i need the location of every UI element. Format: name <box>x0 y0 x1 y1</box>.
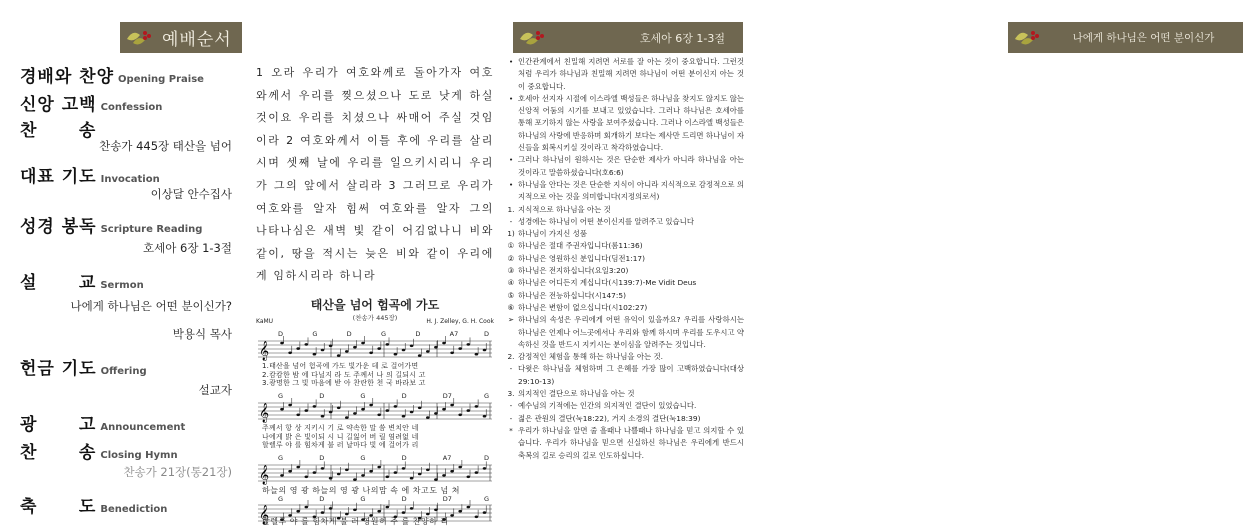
treble-clef-icon: 𝄞 <box>259 465 270 485</box>
order-value-closing-hymn: 찬송가 21장(통21장) <box>123 465 232 479</box>
note-head <box>410 411 414 414</box>
paragraph-marker: • <box>508 179 514 189</box>
paragraph-text: 호세아 선지자 시절에 이스라엘 백성들은 하나님을 찾지도 않지도 않는 신앙적 어둠의 시기를 보내고 있었습니다. 그러나 하나님은 호세아를 통해 포기하지 않는 사랑을 보여주셨습니다. 그러나 이스라엘 백성들은 하나님의 사랑에 반응하며 회개하기 보다는 제사만 드리면 하나님이 자신들을 회복시키실 것이라고 착각하였습니다. <box>518 93 744 153</box>
paragraph-text: 하나님이 가지신 성품 <box>518 229 587 239</box>
paragraph-marker: - <box>509 364 513 374</box>
note-head <box>426 469 430 472</box>
chord-symbol: D <box>278 330 284 338</box>
paragraph-text: 하나님의 속성은 우리에게 어떤 유익이 있을까요? 우리를 사랑하시는 하나님은 언제나 어느곳에서나 우리와 함께 하시며 우리를 도우시고 약속하신 것을 반드시 지키시는 분이심을 알려주는 것입니다. <box>518 315 744 349</box>
order-item-announcement: 광 고 Announcement <box>20 415 186 435</box>
verse-line: 3.광명한 그 빛 마음에 받 아 찬란한 천 국 바라보 고 <box>262 379 426 388</box>
note-head <box>288 404 292 407</box>
note-head <box>321 467 325 470</box>
treble-clef-icon: 𝄞 <box>259 505 270 525</box>
chord-symbol: D <box>401 454 407 462</box>
sermon-paragraph <box>504 56 744 93</box>
music-staff-2 <box>256 400 494 422</box>
paragraph-text: 하나님은 절대 주권자입니다(롬11:36) <box>518 241 643 251</box>
paragraph-text: 의지적인 결단으로 하나님을 아는 것 <box>518 389 635 399</box>
note-head <box>369 352 373 355</box>
note-head <box>337 473 341 476</box>
note-head <box>296 510 300 513</box>
note-head <box>467 506 471 509</box>
note-head <box>353 478 357 481</box>
note-head <box>386 409 390 412</box>
paragraph-text: 감정적인 체험을 통해 하는 하나님을 아는 것. <box>518 352 663 362</box>
verse-line: 할렐루 야 를 힘차게 불 러 날마다 빛 에 걸어가 리 <box>262 441 419 450</box>
note-head <box>353 509 357 512</box>
verse-line: 주께서 항 상 지키시 기 로 약속한 말 씀 변치안 네 <box>262 424 419 432</box>
paragraph-marker: ③ <box>507 266 515 276</box>
chord-symbol: D7 <box>442 495 452 503</box>
note-head <box>410 477 414 480</box>
paragraph-text: 성경에는 하나님이 어떤 분이신지를 알려주고 있습니다 <box>518 216 694 226</box>
sermon-paragraph <box>504 216 744 228</box>
note-head <box>426 416 430 419</box>
note-head <box>402 349 406 352</box>
holly-ornament-icon <box>1012 25 1042 50</box>
sermon-paragraph <box>504 154 744 179</box>
chord-symbol: G <box>278 495 284 503</box>
note-head <box>386 343 390 346</box>
note-head <box>296 414 300 417</box>
note-head <box>458 414 462 417</box>
note-head <box>458 347 462 350</box>
treble-clef-icon: 𝄞 <box>259 403 270 423</box>
chord-symbol: D <box>319 454 325 462</box>
paragraph-marker: * <box>509 425 513 435</box>
chord-symbol: D <box>401 495 407 503</box>
note-head <box>321 511 325 514</box>
note-head <box>288 352 292 355</box>
note-head <box>442 342 446 345</box>
note-head <box>434 509 438 512</box>
paragraph-text: 하나님을 안다는 것은 단순한 지식이 아니라 지식적으로 감정적으로 의지적으로 아는 것을 의미합니다(지정의로서) <box>518 179 744 202</box>
sermon-paragraph <box>504 253 744 265</box>
paragraph-marker: 2. <box>507 352 515 362</box>
verse-line: 2.캄캄한 밤 에 다닐지 라 도 주께서 나 의 길되시 고 <box>262 370 426 379</box>
paragraph-marker: ➢ <box>507 315 515 325</box>
note-head <box>345 513 349 516</box>
order-item-hymn: 찬 송 <box>20 121 97 141</box>
paragraph-marker: - <box>509 216 513 226</box>
sermon-paragraph <box>504 204 744 216</box>
paragraph-text: 하나님은 영원하신 분입니다(딤전1:17) <box>518 253 646 263</box>
note-head <box>345 416 349 419</box>
note-head <box>434 478 438 481</box>
paragraph-text: 젊은 관원의 결단(눅18:22), 거지 소경의 결단(눅18:39) <box>518 413 701 423</box>
note-head <box>418 407 422 410</box>
note-head <box>280 342 284 345</box>
order-item-invocation: 대표 기도 Invocation <box>20 167 160 187</box>
order-value-scripture: 호세아 6장 1-3절 <box>143 241 232 255</box>
scripture-text: 1 오라 우리가 여호와께로 돌아가자 여호와께서 우리를 찢으셨으나 도로 낫게 하실 것이요 우리를 치셨으나 싸매어 주실 것임이라 2 여호와께서 이틀 후에 우리를 살리시며 셋째 날에 우리를 일으키시리니 우리가 그의 앞에서 살리라 3 그러므로 우리가 여호와를 알자 힘써 여호와를 알자 그의 나타나심은 새벽 빛 같이 어김없나니 비와 같이, 땅을 적시는 늦은 비와 같이 우리에게 임하시리라 하니라 <box>256 66 494 283</box>
note-head <box>296 466 300 469</box>
note-head <box>305 476 309 479</box>
chord-symbol: D <box>415 330 421 338</box>
sermon-paragraph <box>504 388 744 400</box>
paragraph-marker: ④ <box>507 278 515 288</box>
paragraph-text: 인간관계에서 친밀해 지려면 서로를 잘 아는 것이 중요합니다. 그런것 처럼 우리가 하나님과 친밀해 지려면 하나님이 어떤 분이신지 아는 것이 중요합니다. <box>518 57 744 91</box>
note-head <box>345 350 349 353</box>
paragraph-text: 하나님은 전능하십니다(시147:5) <box>518 290 626 300</box>
note-head <box>305 409 309 412</box>
hymn-title: 태산을 넘어 험곡에 가도 <box>310 298 440 312</box>
chord-symbol: D <box>484 330 490 338</box>
note-head <box>475 471 479 474</box>
hymn-left-credit: KaMU <box>256 318 274 325</box>
note-head <box>305 343 309 346</box>
order-item-confession: 신앙 고백 Confession <box>20 95 163 115</box>
order-header-title: 예배순서 <box>162 30 232 50</box>
order-item-sermon: 설 교 Sermon <box>20 273 144 293</box>
sermon-paragraph <box>504 400 744 412</box>
note-head <box>483 415 487 418</box>
note-head <box>329 507 333 510</box>
treble-clef-icon: 𝄞 <box>259 341 270 361</box>
note-head <box>321 349 325 352</box>
paragraph-marker: - <box>509 413 513 423</box>
note-head <box>475 405 479 408</box>
order-value-preacher: 박용식 목사 <box>172 327 232 341</box>
note-head <box>467 476 471 479</box>
hymn-score <box>256 300 494 526</box>
sermon-header-title: 나에게 하나님은 어떤 분이신가 <box>1072 32 1215 44</box>
paragraph-marker: 3. <box>507 389 515 399</box>
note-head <box>288 470 292 473</box>
chord-symbol: G <box>381 330 387 338</box>
note-head <box>402 415 406 418</box>
note-head <box>394 405 398 408</box>
music-staff-3 <box>256 462 494 484</box>
note-head <box>353 346 357 349</box>
hymn-right-credit: H. J. Zelley, G. H. Cook <box>426 318 494 325</box>
note-head <box>369 470 373 473</box>
paragraph-marker: • <box>508 57 514 66</box>
chord-symbol: G <box>360 495 366 503</box>
paragraph-text: 다윗은 하나님을 체험하며 그 은혜를 가장 많이 고백하였습니다(대상29:10-13) <box>518 364 744 386</box>
order-item-scripture: 성경 봉독 Scripture Reading <box>20 217 203 237</box>
note-head <box>458 510 462 513</box>
order-of-worship-panel <box>0 0 250 530</box>
note-head <box>410 507 414 510</box>
note-head <box>361 342 365 345</box>
verse-lines-b <box>256 424 494 450</box>
sermon-paragraph <box>504 413 744 425</box>
note-head <box>305 506 309 509</box>
holly-ornament-icon <box>124 25 154 50</box>
hymn-subtitle: (찬송가 445장) <box>352 314 398 322</box>
note-head <box>442 474 446 477</box>
note-head <box>361 408 365 411</box>
paragraph-marker: • <box>508 155 514 165</box>
note-head <box>313 471 317 474</box>
note-head <box>483 511 487 514</box>
note-head <box>418 473 422 476</box>
sermon-paragraph <box>504 179 744 204</box>
refrain-line-a: 하늘의 영 광 하늘의 영 광 나의맘 속 에 차고도 넘 쳐 <box>262 486 461 495</box>
chord-symbol: G <box>278 392 284 400</box>
note-head <box>345 469 349 472</box>
paragraph-text: 지식적으로 하나님을 아는 것 <box>518 204 611 214</box>
note-head <box>337 407 341 410</box>
sermon-paragraph <box>504 363 744 388</box>
note-head <box>434 346 438 349</box>
paragraph-text: 하나님은 변함이 없으십니다(시102:27) <box>518 302 648 312</box>
note-head <box>386 476 390 479</box>
note-head <box>483 467 487 470</box>
chord-symbol: G <box>360 454 366 462</box>
paragraph-marker: ⑥ <box>507 302 515 312</box>
note-head <box>369 404 373 407</box>
chord-symbol: A7 <box>449 330 459 338</box>
order-header <box>120 22 242 53</box>
chord-symbol: D <box>319 495 325 503</box>
sermon-paragraph <box>504 290 744 302</box>
paragraph-text: 하나님은 전지하십니다(요일3:20) <box>518 266 629 276</box>
chord-symbol: D <box>401 392 407 400</box>
note-head <box>386 506 390 509</box>
note-head <box>483 349 487 352</box>
paragraph-text: 하나님은 어디든지 계십니다(시139:7)-Me Vidit Deus <box>518 278 697 288</box>
note-head <box>450 404 454 407</box>
note-head <box>313 405 317 408</box>
sermon-paragraph <box>504 265 744 277</box>
sermon-paragraph <box>504 228 744 240</box>
chord-symbol: G <box>484 392 490 400</box>
refrain-line-b: 할렐루 야 를 힘차게 불 러 영원히 주 를 찬양하 리 <box>262 517 449 526</box>
note-head <box>467 409 471 412</box>
sermon-paragraph <box>504 425 744 462</box>
verse-line: 나에게 밝 은 빛이되 시 니 길잃어 버 릴 염려없 네 <box>262 432 419 441</box>
paragraph-marker: ① <box>507 241 515 251</box>
chord-symbol: G <box>312 330 318 338</box>
note-head <box>296 347 300 350</box>
sermon-paragraph <box>504 302 744 314</box>
order-value-hymn: 찬송가 445장 태산을 넘어 <box>99 139 232 153</box>
note-head <box>402 511 406 514</box>
paragraph-marker: ② <box>507 253 515 263</box>
sermon-paragraph <box>504 277 744 289</box>
note-head <box>410 345 414 348</box>
note-head <box>434 412 438 415</box>
note-head <box>377 414 381 417</box>
note-head <box>337 354 341 357</box>
chord-symbol: G <box>484 495 490 503</box>
sermon-header <box>1008 22 1243 53</box>
note-head <box>402 467 406 470</box>
sermon-paragraph <box>504 351 744 363</box>
chord-symbol: D <box>346 330 352 338</box>
paragraph-text: 그러나 하나님이 원하시는 것은 단순한 제사가 아니라 하나님을 아는 것이라고 말씀하셨습니다(호6:6) <box>518 155 744 177</box>
order-item-closing-hymn: 찬 송 Closing Hymn <box>20 443 178 463</box>
paragraph-marker: ⑤ <box>507 290 515 300</box>
chord-symbol: A7 <box>442 454 452 462</box>
order-item-benediction: 축 도 Benediction <box>20 497 168 517</box>
note-head <box>377 466 381 469</box>
note-head <box>426 350 430 353</box>
note-head <box>361 474 365 477</box>
chord-symbol: D <box>484 454 490 462</box>
note-head <box>426 513 430 516</box>
sermon-paragraph <box>504 240 744 252</box>
sermon-paragraph <box>504 314 744 351</box>
note-head <box>313 353 317 356</box>
order-value-invocation: 이상달 안수집사 <box>150 187 232 201</box>
note-head <box>458 466 462 469</box>
note-head <box>353 412 357 415</box>
chord-symbol: D7 <box>442 392 452 400</box>
note-head <box>442 408 446 411</box>
paragraph-marker: • <box>508 93 514 103</box>
paragraph-text: 우리가 하나님을 알면 줄 흘때나 나쁠때나 하나님을 믿고 의지할 수 있습니다. 우리가 하나님을 믿으면 신실하신 하나님은 우리에게 반드시 축복의 길로 승리의 길로 인도하십니다. <box>518 425 744 460</box>
order-value-sermon-title: 나에게 하나님은 어떤 분이신가? <box>70 299 232 313</box>
paragraph-marker: 1) <box>507 229 515 239</box>
paragraph-text: 예수님의 기적에는 인간의 의지적인 결단이 있었습니다. <box>518 401 697 411</box>
music-staff-1 <box>256 338 494 360</box>
order-value-offering: 설교자 <box>198 383 232 397</box>
note-head <box>329 345 333 348</box>
sermon-notes <box>504 56 744 462</box>
note-head <box>418 354 422 357</box>
scripture-header-title: 호세아 6장 1-3절 <box>639 31 725 45</box>
note-head <box>475 353 479 356</box>
note-head <box>377 347 381 350</box>
note-head <box>329 477 333 480</box>
order-item-offering: 헌금 기도 Offering <box>20 359 147 379</box>
order-item-opening-praise: 경배와 찬양 Opening Praise <box>20 67 204 87</box>
chord-symbol: D <box>319 392 325 400</box>
note-head <box>450 470 454 473</box>
note-head <box>467 343 471 346</box>
sermon-paragraph <box>504 93 744 154</box>
paragraph-marker: 1. <box>507 204 515 214</box>
verse-line: 1.태산을 넘어 험곡에 가도 빛가운 데 로 걸어가면 <box>262 362 419 370</box>
note-head <box>280 408 284 411</box>
note-head <box>394 353 398 356</box>
chord-symbol: G <box>278 454 284 462</box>
note-head <box>321 415 325 418</box>
note-head <box>450 352 454 355</box>
note-head <box>280 474 284 477</box>
chord-symbol: G <box>360 392 366 400</box>
paragraph-marker: - <box>509 401 513 411</box>
note-head <box>394 471 398 474</box>
verse-lines-a <box>256 362 494 388</box>
note-head <box>329 411 333 414</box>
note-head <box>377 510 381 513</box>
